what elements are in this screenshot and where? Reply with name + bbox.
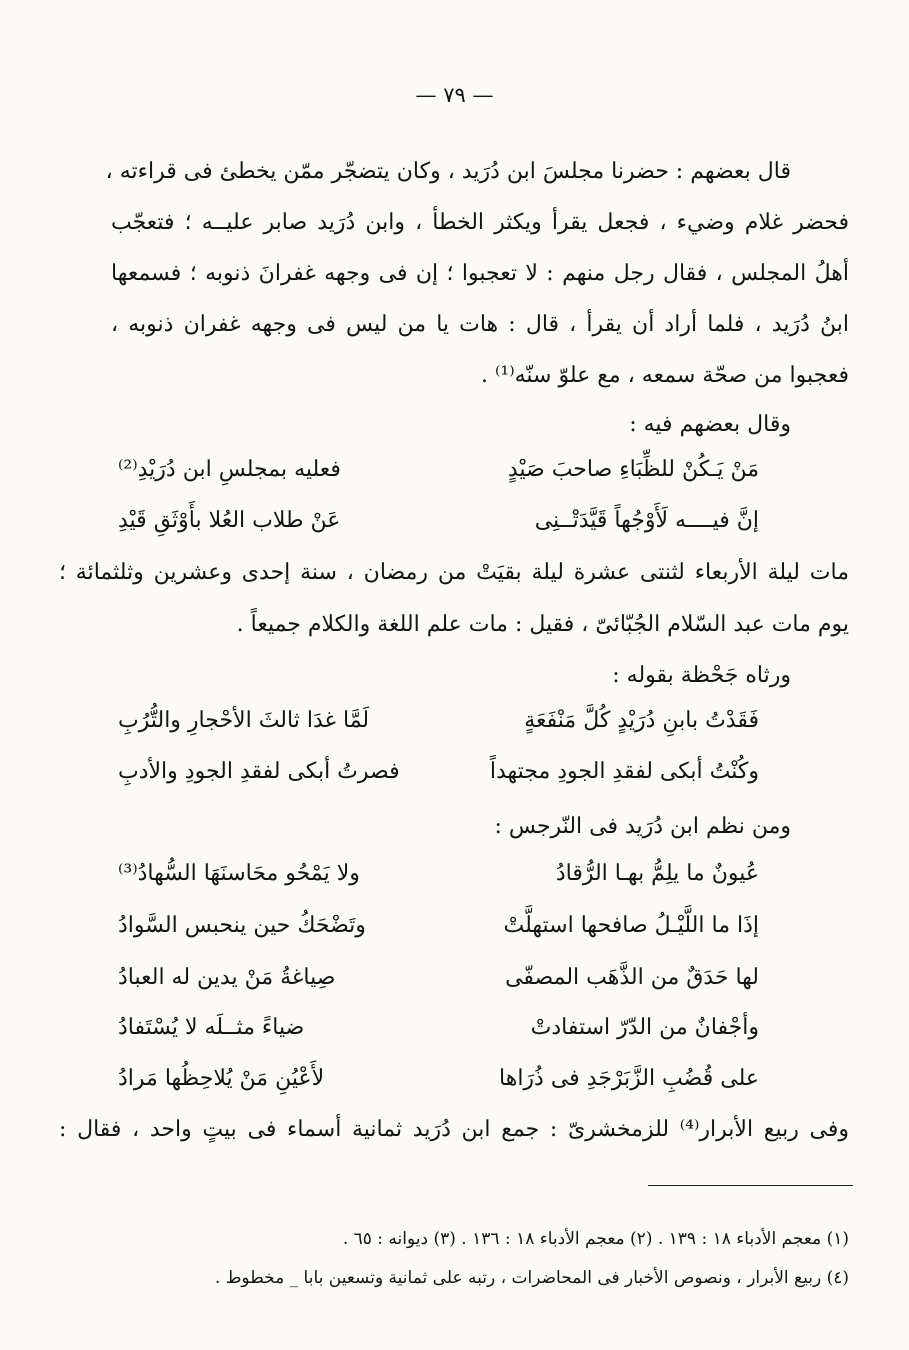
verse-first-hemistich: عُيونٌ ما يلِمُّ بهـا الرُّقادُ [555,861,759,886]
verse-first-hemistich: لها حَدَقٌ من الذَّهَب المصفّى [505,965,759,990]
verse-second-hemistich: وتَضْحَكُ حين ينحبس السَّوادُ [118,913,366,938]
verse-first-hemistich: على قُضُبِ الزَّبَرْجَدِ فى ذُرَاها [499,1066,759,1091]
paragraph-line: أهلُ المجلس ، فقال رجل منهم : لا تعجبوا ؛ إن فى وجهه غفرانَ ذنوبه ؛ فسمعها [111,261,849,286]
paragraph-line: وفى ربيع الأبرار⁽⁴⁾ للزمخشرىّ : جمع ابن دُرَيد ثمانية أسماء فى بيتٍ واحد ، فقال : [59,1117,849,1142]
paragraph-line: ابنُ دُرَيد ، فلما أراد أن يقرأ ، قال : هات يا من ليس فى وجهه غفران ذنوبه ، [111,312,849,337]
paragraph-line: مات ليلة الأربعاء لثنتى عشرة ليلة بقيَتْ من رمضان ، سنة إحدى وعشرين وثلثمائة ؛ [59,560,849,585]
verse-second-hemistich: فعليه بمجلسِ ابن دُرَيْدِ⁽²⁾ [118,457,341,482]
verse-first-hemistich: فَقَدْتُ بابنِ دُرَيْدٍ كُلَّ مَنْفَعَةٍ [524,708,759,733]
paragraph-line: فعجبوا من صحّة سمعه ، مع علوّ سنّه⁽¹⁾ . [480,363,849,388]
verse-intro: ورثاه جَحْظة بقوله : [612,663,791,688]
verse-first-hemistich: وكُنْتُ أبكى لفقدِ الجودِ مجتهداً [489,759,759,784]
verse-second-hemistich: لأَعْيُنِ مَنْ يُلاحِظُها مَرادُ [118,1066,325,1091]
verse-intro: وقال بعضهم فيه : [629,412,791,437]
footnote-line: (١) معجم الأدباء ١٨ : ١٣٩ . (٢) معجم الأدباء ١٨ : ١٣٦ . (٣) ديوانه : ٦٥ . [342,1229,849,1249]
verse-first-hemistich: إنَّ فيــــه لَأَوْجُهاً قَيَّدَتْــنِى [534,508,759,533]
verse-intro: ومن نظم ابن دُرَيد فى النّرجس : [494,814,791,839]
verse-second-hemistich: عَنْ طلاب العُلا بأَوْثَقِ قَيْدِ [118,508,341,533]
paragraph-line: فحضر غلام وضيء ، فجعل يقرأ ويكثر الخطأ ، وابن دُرَيد صابر عليــه ؛ فتعجّب [111,210,849,235]
verse-first-hemistich: وأجْفانٌ من الدّرّ استفادتْ [530,1015,759,1040]
paragraph-line: يوم مات عبد السّلام الجُبّائىّ ، فقيل : مات علم اللغة والكلام جميعاً . [236,612,849,637]
footnote-line: (٤) ربيع الأبرار ، ونصوص الأخبار فى المحاضرات ، رتبه على ثمانية وتسعين بابا _ مخطوط . [214,1268,849,1288]
verse-second-hemistich: ضياءً مثــلَه لا يُسْتَفادُ [118,1015,305,1040]
verse-first-hemistich: مَنْ يَـكُنْ للظِّبَاءِ صاحبَ صَيْدٍ [507,457,759,482]
page-number: — ٧٩ — [415,83,494,107]
verse-second-hemistich: لَمَّا غدَا ثالثَ الأحْجارِ والتُّرُبِ [118,708,370,733]
verse-first-hemistich: إذَا ما اللَّيْـلُ صافحها استهلَّتْ [503,913,759,938]
verse-second-hemistich: ولا يَمْحُو محَاسنَهَا السُّهادُ⁽³⁾ [118,861,360,886]
verse-second-hemistich: صِياغةُ مَنْ يدين له العبادُ [118,965,336,990]
paragraph-line: قال بعضهم : حضرنا مجلسَ ابن دُرَيد ، وكان يتضجّر ممّن يخطئ فى قراءته ، [105,159,791,184]
verse-second-hemistich: فصرتُ أبكى لفقدِ الجودِ والأدبِ [118,759,400,784]
footnote-divider [648,1185,853,1186]
